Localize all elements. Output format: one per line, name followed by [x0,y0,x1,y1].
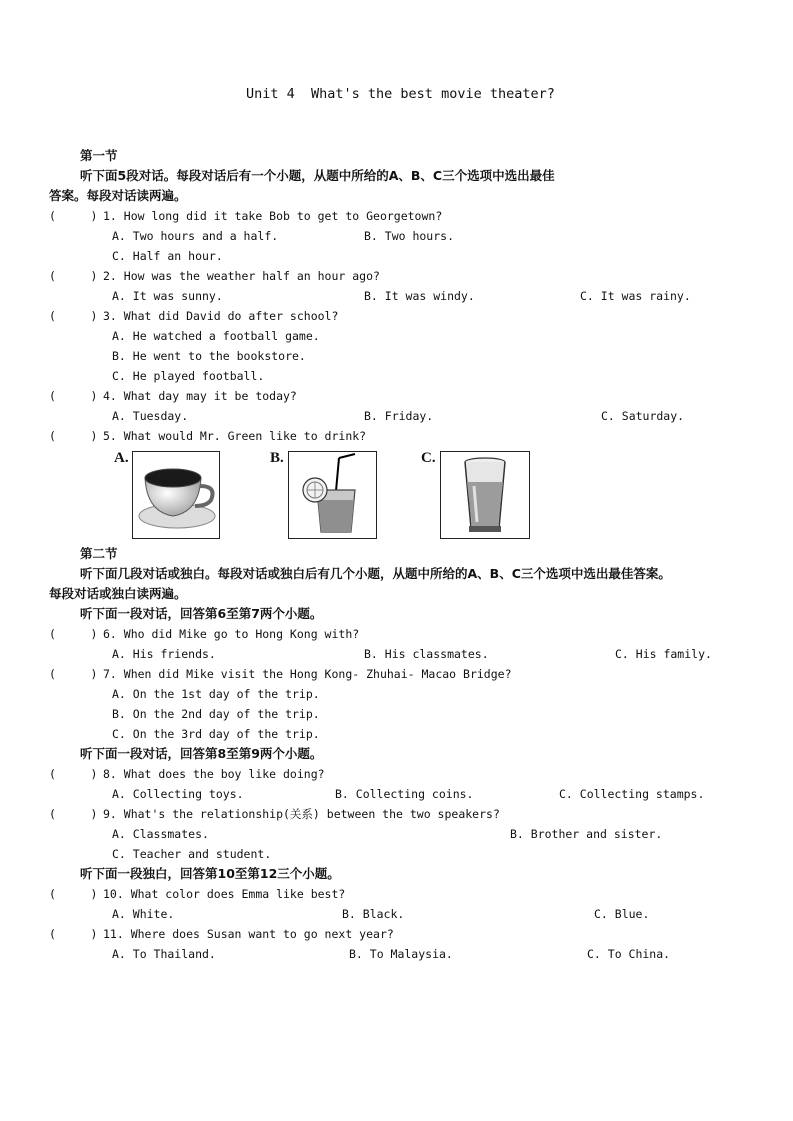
q2-option-b: B. It was windy. [364,289,475,303]
section1-instructions-line2: 答案。每段对话读两遍。 [49,188,187,203]
q4-option-b: B. Friday. [364,409,434,423]
q5-option-a: A. [114,450,129,466]
question-2: 2. How was the weather half an hour ago? [103,269,380,283]
q6-option-c: C. His family. [615,647,712,661]
water-glass-icon [440,451,530,539]
section2-instructions-line2: 每段对话或独白读两遍。 [49,586,187,601]
coffee-cup-icon [132,451,220,539]
q8-option-b: B. Collecting coins. [335,787,474,801]
answer-blank[interactable]: ( ) [49,209,98,223]
question-9: 9. What's the relationship(关系) between the two speakers? [103,807,500,821]
question-11: 11. Where does Susan want to go next year? [103,927,394,941]
answer-blank[interactable]: ( ) [49,807,98,821]
q9-option-c: C. Teacher and student. [112,847,272,861]
answer-blank[interactable]: ( ) [49,927,98,941]
page-title: Unit 4 What's the best movie theater? [246,86,555,102]
answer-blank[interactable]: ( ) [49,667,98,681]
group-heading-8-9: 听下面一段对话，回答第8至第9两个小题。 [80,746,323,761]
q3-option-a: A. He watched a football game. [112,329,320,343]
q1-option-a: A. Two hours and a half. [112,229,279,243]
q1-option-c: C. Half an hour. [112,249,223,263]
q6-option-a: A. His friends. [112,647,216,661]
q10-option-c: C. Blue. [594,907,650,921]
section1-heading: 第一节 [80,148,118,163]
answer-blank[interactable]: ( ) [49,309,98,323]
q4-option-a: A. Tuesday. [112,409,189,423]
question-8: 8. What does the boy like doing? [103,767,325,781]
question-3: 3. What did David do after school? [103,309,339,323]
question-1: 1. How long did it take Bob to get to Georgetown? [103,209,443,223]
answer-blank[interactable]: ( ) [49,429,98,443]
question-5: 5. What would Mr. Green like to drink? [103,429,367,443]
q11-option-a: A. To Thailand. [112,947,216,961]
orange-juice-glass-icon [288,451,377,539]
q3-option-b: B. He went to the bookstore. [112,349,306,363]
q3-option-c: C. He played football. [112,369,265,383]
group-heading-10-12: 听下面一段独白，回答第10至第12三个小题。 [80,866,340,881]
q7-option-a: A. On the 1st day of the trip. [112,687,320,701]
q8-option-c: C. Collecting stamps. [559,787,705,801]
answer-blank[interactable]: ( ) [49,627,98,641]
q2-option-c: C. It was rainy. [580,289,691,303]
q10-option-a: A. White. [112,907,175,921]
q7-option-b: B. On the 2nd day of the trip. [112,707,320,721]
q1-option-b: B. Two hours. [364,229,455,243]
q9-option-b: B. Brother and sister. [510,827,663,841]
q7-option-c: C. On the 3rd day of the trip. [112,727,320,741]
q11-option-c: C. To China. [587,947,671,961]
q2-option-a: A. It was sunny. [112,289,223,303]
q5-option-c: C. [421,450,436,466]
question-4: 4. What day may it be today? [103,389,297,403]
q6-option-b: B. His classmates. [364,647,489,661]
section2-instructions-line1: 听下面几段对话或独白。每段对话或独白后有几个小题，从题中所给的A、B、C三个选项中选出最佳答案。 [80,566,671,581]
answer-blank[interactable]: ( ) [49,269,98,283]
answer-blank[interactable]: ( ) [49,887,98,901]
answer-blank[interactable]: ( ) [49,767,98,781]
q11-option-b: B. To Malaysia. [349,947,453,961]
question-7: 7. When did Mike visit the Hong Kong- Zhuhai- Macao Bridge? [103,667,512,681]
answer-blank[interactable]: ( ) [49,389,98,403]
q10-option-b: B. Black. [342,907,405,921]
question-6: 6. Who did Mike go to Hong Kong with? [103,627,360,641]
q4-option-c: C. Saturday. [601,409,685,423]
q5-option-b: B. [270,450,284,466]
section1-instructions-line1: 听下面5段对话。每段对话后有一个小题，从题中所给的A、B、C三个选项中选出最佳 [80,168,555,183]
section2-heading: 第二节 [80,546,118,561]
q8-option-a: A. Collecting toys. [112,787,244,801]
q9-option-a: A. Classmates. [112,827,209,841]
group-heading-6-7: 听下面一段对话，回答第6至第7两个小题。 [80,606,323,621]
question-10: 10. What color does Emma like best? [103,887,346,901]
